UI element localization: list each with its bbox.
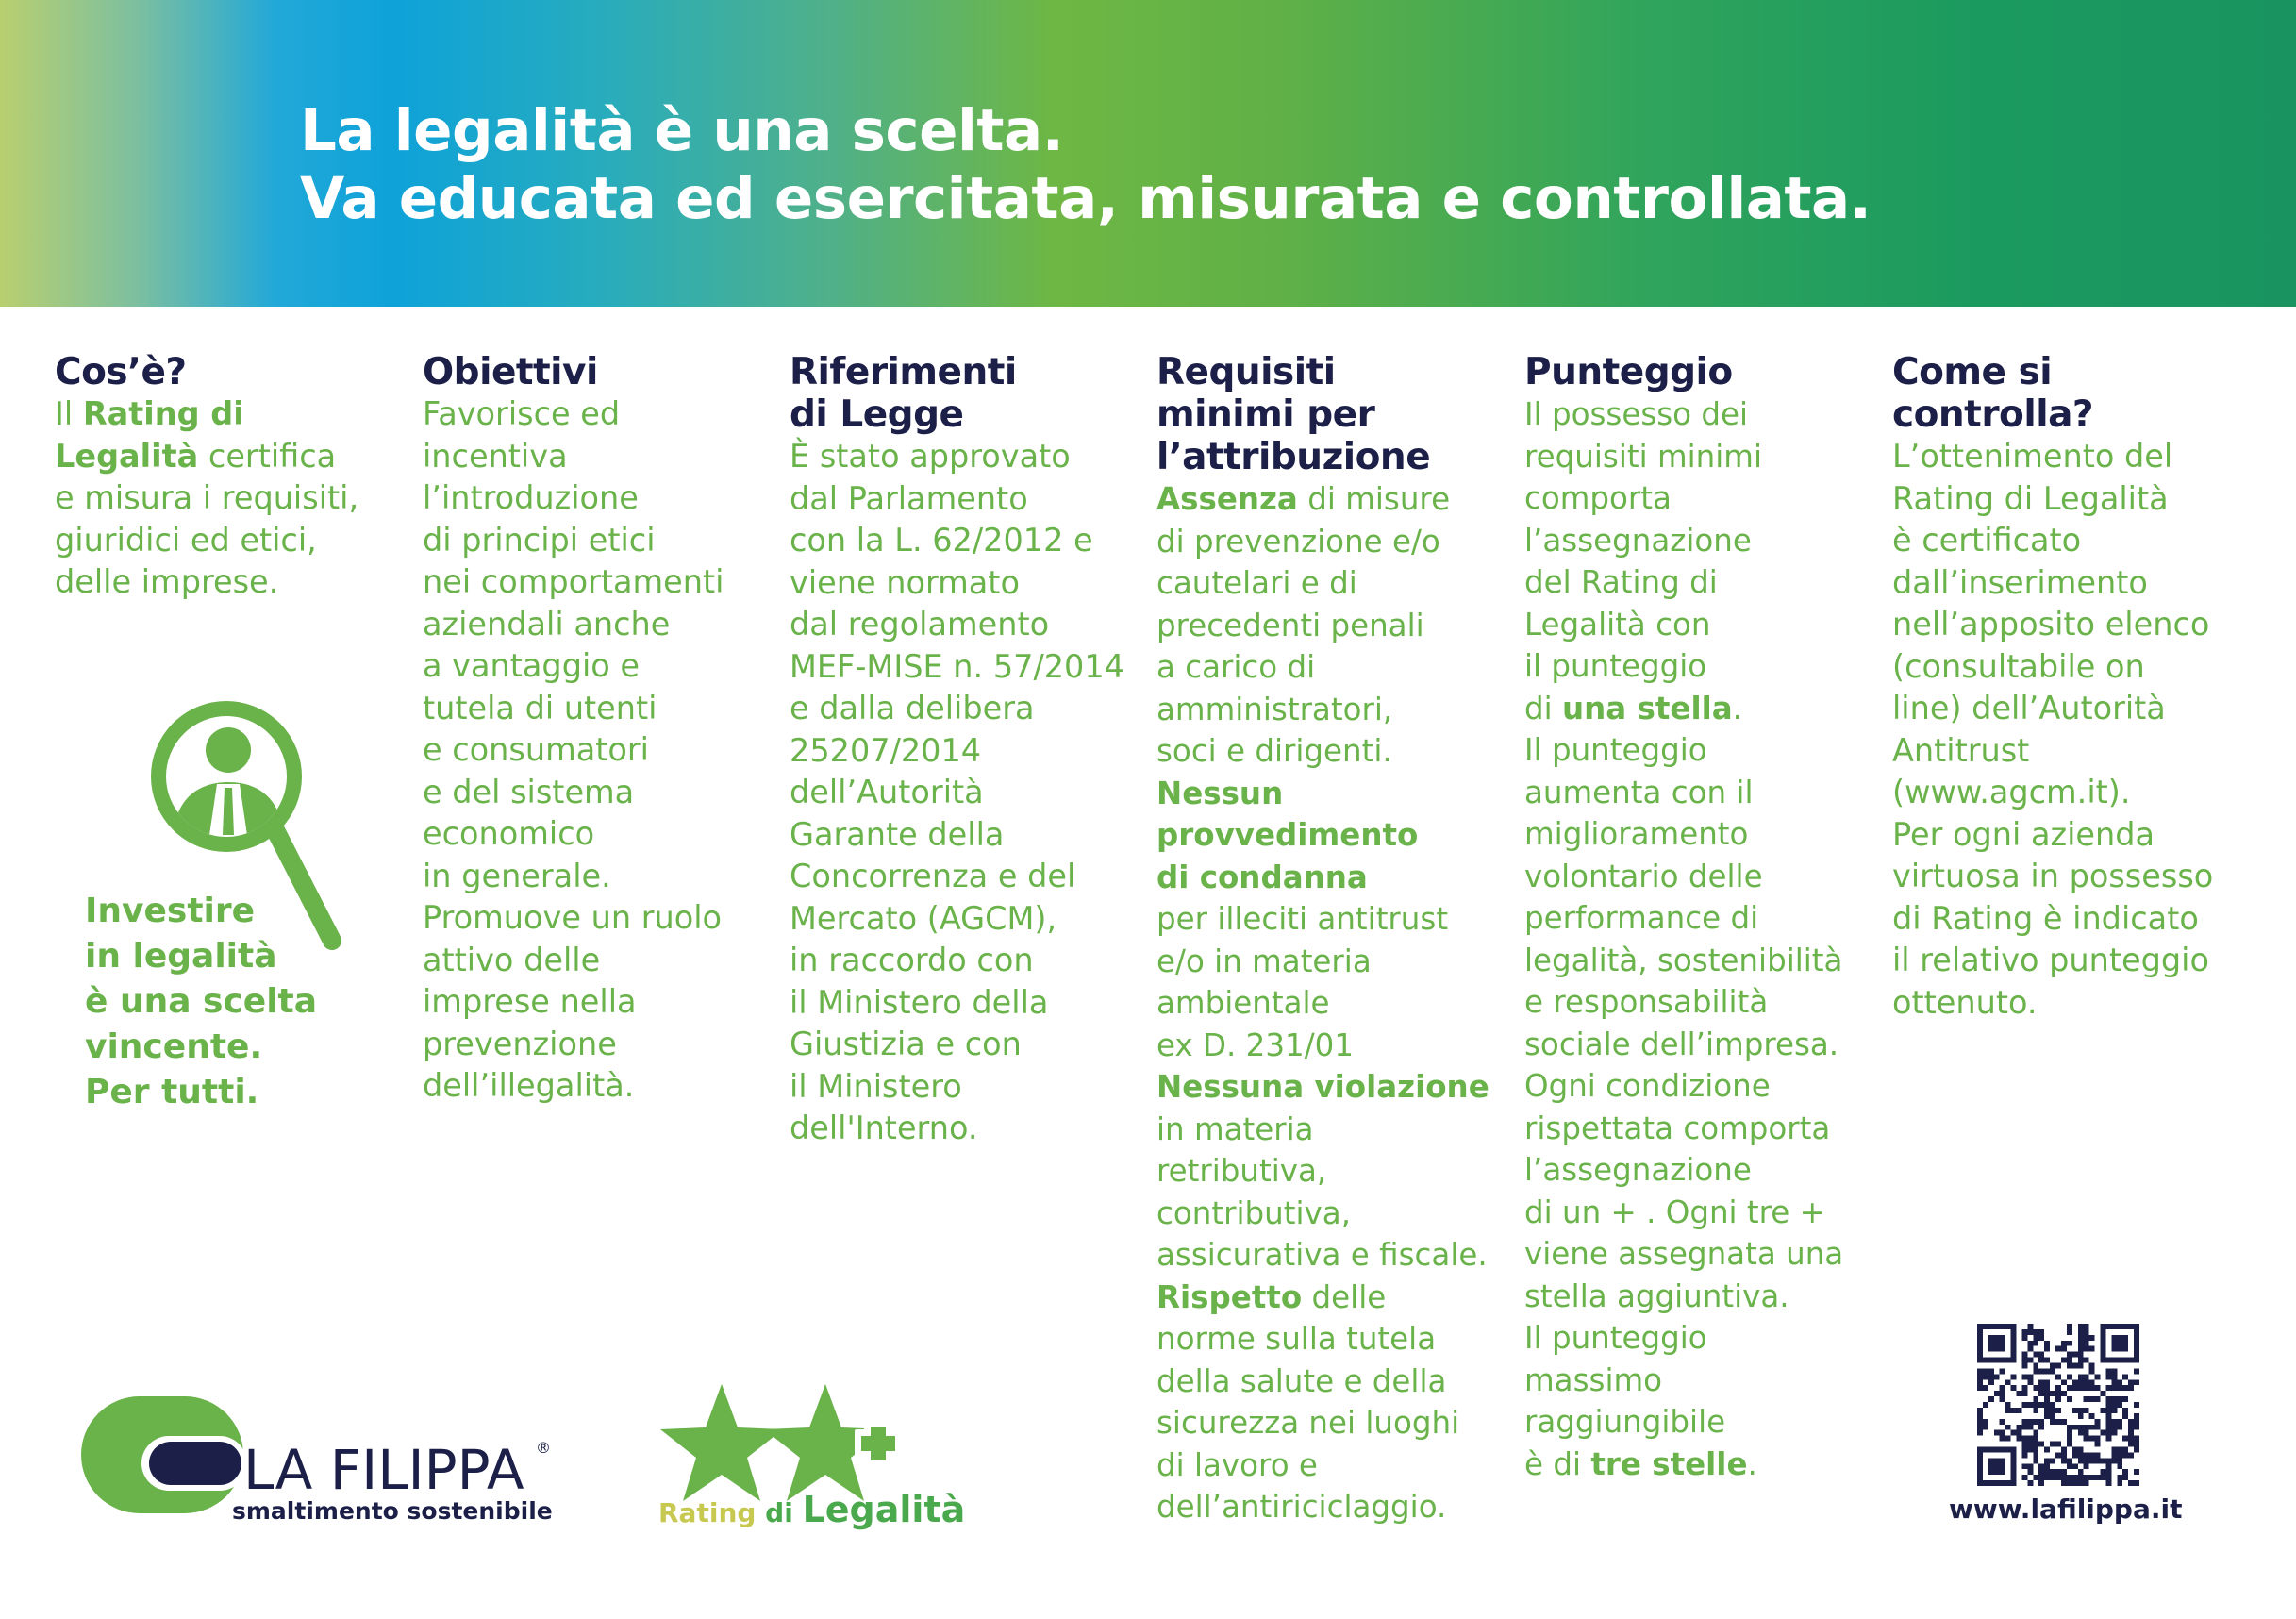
- text-line: [423, 897, 776, 940]
- text: aziendali anche: [423, 605, 671, 643]
- text: di: [1524, 690, 1562, 726]
- text-line: [55, 561, 408, 604]
- text: l’assegnazione: [1524, 1152, 1752, 1188]
- header-banner: [0, 0, 2296, 307]
- logo-subtitle: smaltimento sostenibile: [232, 1497, 553, 1525]
- text-line: [423, 772, 776, 814]
- text: norme sulla tutela: [1156, 1321, 1437, 1357]
- text-line: [423, 688, 776, 730]
- text: e misura i requisiti,: [55, 479, 359, 516]
- text-line: [1156, 1066, 1510, 1109]
- text-line: [55, 436, 408, 478]
- text-line: [1524, 1024, 1878, 1066]
- text: e del sistema: [423, 773, 635, 810]
- headline: [300, 97, 1871, 233]
- text-line: [423, 856, 776, 898]
- text: con la L. 62/2012 e: [790, 522, 1093, 559]
- text-line: [423, 393, 776, 436]
- text-line: [55, 520, 408, 562]
- text: e/o in materia: [1156, 943, 1372, 979]
- text-line: [1524, 1401, 1878, 1444]
- column-title-line: l’attribuzione: [1156, 436, 1431, 478]
- text-line: [1524, 477, 1878, 520]
- text: contributiva,: [1156, 1194, 1351, 1231]
- text-line: [1892, 688, 2246, 730]
- text: L’ottenimento del: [1892, 438, 2173, 475]
- column-body: [55, 393, 408, 604]
- column-riferimenti: [790, 351, 1143, 1150]
- text-line: [790, 982, 1143, 1025]
- text: di prevenzione e/o: [1156, 523, 1440, 559]
- rating-word: di: [756, 1497, 803, 1528]
- text: Per ogni azienda: [1892, 815, 2155, 853]
- text-line: [1524, 772, 1878, 814]
- text: Il punteggio: [1524, 732, 1707, 768]
- text: di un + . Ogni tre +: [1524, 1193, 1825, 1230]
- text: Giustizia e con: [790, 1026, 1022, 1062]
- text: tutela di utenti: [423, 689, 657, 726]
- text: l’assegnazione: [1524, 522, 1752, 559]
- text-line: [423, 645, 776, 688]
- text-line: [790, 814, 1143, 857]
- text: nell’apposito elenco: [1892, 606, 2210, 643]
- text-line: [1156, 689, 1510, 731]
- text: raggiungibile: [1524, 1404, 1726, 1440]
- text: ex D. 231/01: [1156, 1026, 1355, 1063]
- column-body: [1524, 393, 1878, 1485]
- star-icon: [660, 1384, 783, 1501]
- text-line: [55, 477, 408, 520]
- column-body: [1156, 478, 1510, 1528]
- text-line: [1892, 814, 2246, 857]
- column-title-line: di Legge: [790, 393, 964, 436]
- text: delle: [1302, 1278, 1387, 1315]
- text-line: [1892, 646, 2246, 689]
- la-filippa-logo: [75, 1389, 566, 1540]
- tagline-line: Investire: [85, 892, 256, 930]
- text: e dalla delibera: [790, 690, 1035, 726]
- column-title: [55, 351, 408, 393]
- text: stella aggiuntiva.: [1524, 1277, 1789, 1314]
- bold-text: Rispetto: [1156, 1278, 1303, 1315]
- text-line: [790, 478, 1143, 521]
- logo-name: LA FILIPPA: [243, 1438, 524, 1502]
- text-line: [423, 561, 776, 604]
- text-line: [1892, 478, 2246, 521]
- text: comporta: [1524, 480, 1672, 516]
- text-line: [790, 772, 1143, 814]
- text-line: [1156, 982, 1510, 1025]
- text-line: [1524, 645, 1878, 688]
- plus-icon: [855, 1420, 902, 1467]
- text: requisiti minimi: [1524, 438, 1762, 475]
- column-body: [1892, 436, 2246, 1024]
- text: a vantaggio e: [423, 647, 641, 684]
- text: aumenta con il: [1524, 774, 1754, 810]
- tagline-line: Per tutti.: [85, 1073, 259, 1111]
- text: dal Parlamento: [790, 479, 1028, 517]
- text: Il punteggio: [1524, 1320, 1707, 1356]
- tagline-line: vincente.: [85, 1027, 263, 1066]
- text-line: [1524, 520, 1878, 562]
- text: .: [1747, 1445, 1757, 1482]
- text-line: [1524, 813, 1878, 856]
- tagline: [85, 889, 317, 1115]
- text-line: [1156, 1486, 1510, 1528]
- text: imprese nella: [423, 983, 637, 1020]
- text: l’introduzione: [423, 479, 639, 516]
- text: della salute e della: [1156, 1362, 1447, 1399]
- text: dall’inserimento: [1892, 563, 2148, 601]
- text: nei comportamenti: [423, 563, 724, 600]
- bold-text: tre stelle: [1590, 1445, 1748, 1482]
- text-line: [1156, 1025, 1510, 1067]
- column-controllo: [1892, 351, 2246, 1024]
- text: Legalità con: [1524, 606, 1711, 643]
- text: il Ministero: [790, 1067, 962, 1105]
- text: (consultabile on: [1892, 647, 2145, 685]
- text-line: [423, 436, 776, 478]
- text-line: [1156, 605, 1510, 647]
- text-line: [1156, 1318, 1510, 1360]
- text: assicurativa e fiscale.: [1156, 1237, 1488, 1273]
- logo-registered: ®: [536, 1439, 551, 1457]
- text-line: [1524, 1108, 1878, 1150]
- column-body: [790, 436, 1143, 1150]
- text-line: [1892, 772, 2246, 814]
- headline-line-2: Va educata ed esercitata, misurata e controllata.: [300, 165, 1872, 232]
- column-punteggio: [1524, 351, 1878, 1485]
- text-line: [1156, 1109, 1510, 1151]
- text-line: [423, 477, 776, 520]
- text: dell’antiriciclaggio.: [1156, 1489, 1447, 1525]
- text: il punteggio: [1524, 648, 1707, 684]
- text-line: [1524, 436, 1878, 478]
- tagline-line: è una scelta: [85, 982, 318, 1021]
- text-line: [1524, 1192, 1878, 1234]
- text-line: [423, 729, 776, 772]
- text-line: [1524, 393, 1878, 436]
- text: È stato approvato: [790, 438, 1071, 475]
- text-line: [790, 940, 1143, 982]
- text: Mercato (AGCM),: [790, 899, 1057, 937]
- text: Promuove un ruolo: [423, 899, 723, 936]
- text-line: [1524, 981, 1878, 1024]
- text-line: [423, 1024, 776, 1066]
- text: attivo delle: [423, 941, 601, 978]
- text-line: [1524, 604, 1878, 646]
- text-line: [790, 688, 1143, 730]
- text-line: [1524, 1233, 1878, 1276]
- text: e responsabilità: [1524, 984, 1769, 1020]
- text: delle imprese.: [55, 563, 279, 600]
- text-line: [1892, 856, 2246, 898]
- text-line: [790, 646, 1143, 689]
- text: Il possesso dei: [1524, 396, 1749, 432]
- text: ottenuto.: [1892, 983, 2038, 1021]
- text-line: [1524, 561, 1878, 604]
- text: per illeciti antitrust: [1156, 901, 1449, 937]
- text-line: [1156, 773, 1510, 815]
- text: volontario delle: [1524, 858, 1763, 894]
- text: del Rating di: [1524, 564, 1718, 600]
- text: 25207/2014: [790, 731, 982, 769]
- text: in materia: [1156, 1110, 1314, 1147]
- text-line: [1892, 940, 2246, 982]
- text: legalità, sostenibilità: [1524, 942, 1843, 978]
- text-line: [1524, 1444, 1878, 1486]
- text-line: [423, 981, 776, 1024]
- text-line: [1524, 856, 1878, 898]
- headline-line-1: La legalità è una scelta.: [300, 97, 1064, 164]
- text-line: [1524, 940, 1878, 982]
- bold-text: di condanna: [1156, 859, 1368, 895]
- text-line: [1524, 1360, 1878, 1402]
- text: precedenti penali: [1156, 607, 1424, 643]
- bold-text: Assenza: [1156, 481, 1298, 517]
- column-title-line: Requisiti: [1156, 351, 1336, 393]
- column-title-line: Cos’è?: [55, 351, 187, 393]
- qr-code: [1977, 1324, 2139, 1486]
- text: il relativo punteggio: [1892, 942, 2209, 978]
- text-line: [1156, 857, 1510, 899]
- column-cose: [55, 351, 408, 604]
- text-line: [790, 1108, 1143, 1150]
- text-line: [1156, 1234, 1510, 1277]
- text-line: [790, 730, 1143, 773]
- text: dal regolamento: [790, 606, 1050, 643]
- text-line: [1156, 730, 1510, 773]
- text: di principi etici: [423, 521, 656, 559]
- text: Ogni condizione: [1524, 1068, 1771, 1104]
- column-title-line: controlla?: [1892, 393, 2094, 436]
- column-title: [1156, 351, 1510, 478]
- rating-logo-text: [658, 1489, 965, 1530]
- text: di misure: [1297, 481, 1451, 517]
- bold-text: Legalità: [55, 437, 199, 475]
- column-title: [790, 351, 1143, 436]
- text-line: [790, 856, 1143, 898]
- text: retributiva,: [1156, 1153, 1327, 1189]
- tagline-line: in legalità: [85, 937, 277, 976]
- text: Concorrenza e del: [790, 858, 1076, 894]
- text: e consumatori: [423, 731, 649, 768]
- text-line: [790, 520, 1143, 562]
- text: massimo: [1524, 1361, 1663, 1398]
- text: di Rating è indicato: [1892, 899, 2199, 937]
- text-line: [55, 393, 408, 436]
- text: ambientale: [1156, 985, 1330, 1021]
- column-title: [1892, 351, 2246, 436]
- text-line: [790, 1066, 1143, 1109]
- text-line: [1892, 898, 2246, 941]
- text-line: [1156, 1402, 1510, 1444]
- text: prevenzione: [423, 1025, 617, 1062]
- text-line: [790, 562, 1143, 605]
- text-line: [1524, 1317, 1878, 1360]
- column-body: [423, 393, 776, 1108]
- text-line: [1892, 604, 2246, 646]
- text: Garante della: [790, 815, 1005, 853]
- column-title-line: Riferimenti: [790, 351, 1017, 393]
- text-line: [1524, 688, 1878, 730]
- rating-word: Rating: [658, 1497, 757, 1528]
- text: dell’Autorità: [790, 774, 984, 810]
- text: viene assegnata una: [1524, 1236, 1844, 1272]
- bold-text: Rating di: [82, 395, 244, 432]
- column-title-line: minimi per: [1156, 393, 1375, 436]
- bold-text: provvedimento: [1156, 817, 1419, 853]
- text-line: [1156, 1150, 1510, 1193]
- text: Antitrust: [1892, 731, 2030, 769]
- text-line: [423, 1065, 776, 1108]
- text-line: [1156, 1193, 1510, 1235]
- text-line: [1524, 1276, 1878, 1318]
- text-line: [1892, 982, 2246, 1025]
- text: incentiva: [423, 437, 568, 475]
- text-line: [1156, 1360, 1510, 1403]
- text-line: [790, 898, 1143, 941]
- text-line: [423, 813, 776, 856]
- text: MEF-MISE n. 57/2014: [790, 647, 1124, 685]
- text: in raccordo con: [790, 942, 1034, 978]
- text: rispettata comporta: [1524, 1110, 1831, 1146]
- text-line: [1156, 478, 1510, 521]
- column-requisiti: [1156, 351, 1510, 1528]
- text-line: [1156, 1444, 1510, 1487]
- text-line: [790, 604, 1143, 646]
- text: economico: [423, 815, 595, 852]
- text: il Ministero della: [790, 983, 1049, 1021]
- column-title-line: Come si: [1892, 351, 2053, 393]
- text: cautelari e di: [1156, 565, 1357, 601]
- text: amministratori,: [1156, 691, 1393, 727]
- text: Favorisce ed: [423, 395, 621, 432]
- text: viene normato: [790, 563, 1020, 601]
- text-line: [1524, 897, 1878, 940]
- column-obiettivi: [423, 351, 776, 1108]
- text-line: [1156, 1277, 1510, 1319]
- text: Il: [55, 395, 83, 432]
- website-url: www.lafilippa.it: [1949, 1494, 2183, 1525]
- text-line: [1524, 729, 1878, 772]
- column-title-line: Obiettivi: [423, 351, 598, 393]
- text: dell’illegalità.: [423, 1067, 635, 1104]
- text-line: [1524, 1149, 1878, 1192]
- text-line: [423, 940, 776, 982]
- bold-text: Nessuna violazione: [1156, 1069, 1489, 1105]
- text-line: [1156, 521, 1510, 563]
- text: è di: [1524, 1445, 1591, 1482]
- bold-text: Nessun: [1156, 775, 1284, 811]
- text: .: [1732, 690, 1742, 726]
- bold-text: una stella: [1562, 690, 1733, 726]
- text: (www.agcm.it).: [1892, 774, 2131, 810]
- column-title: [423, 351, 776, 393]
- text-line: [790, 1024, 1143, 1066]
- text-line: [423, 520, 776, 562]
- text-line: [1156, 941, 1510, 983]
- text: Rating di Legalità: [1892, 479, 2169, 517]
- text-line: [1156, 646, 1510, 689]
- text-line: [1892, 520, 2246, 562]
- column-title-line: Punteggio: [1524, 351, 1733, 393]
- rating-word: Legalità: [802, 1489, 966, 1530]
- text: virtuosa in possesso: [1892, 858, 2214, 894]
- text: è certificato: [1892, 522, 2082, 559]
- text: di lavoro e: [1156, 1446, 1318, 1483]
- text: in generale.: [423, 857, 611, 894]
- text-line: [1892, 730, 2246, 773]
- text-line: [423, 604, 776, 646]
- text-line: [1156, 814, 1510, 857]
- text-line: [1156, 898, 1510, 941]
- text-line: [1524, 1065, 1878, 1108]
- text: performance di: [1524, 900, 1759, 936]
- text-line: [1156, 562, 1510, 605]
- column-title: [1524, 351, 1878, 393]
- text: soci e dirigenti.: [1156, 733, 1392, 769]
- text: sicurezza nei luoghi: [1156, 1405, 1460, 1441]
- text: giuridici ed etici,: [55, 521, 317, 559]
- text: line) dell’Autorità: [1892, 690, 2166, 726]
- text: a carico di: [1156, 649, 1316, 685]
- text-line: [1892, 562, 2246, 605]
- text: certifica: [198, 437, 337, 475]
- text-line: [790, 436, 1143, 478]
- text: miglioramento: [1524, 816, 1749, 852]
- text-line: [1892, 436, 2246, 478]
- text: dell'Interno.: [790, 1110, 978, 1146]
- text: sociale dell’impresa.: [1524, 1026, 1839, 1062]
